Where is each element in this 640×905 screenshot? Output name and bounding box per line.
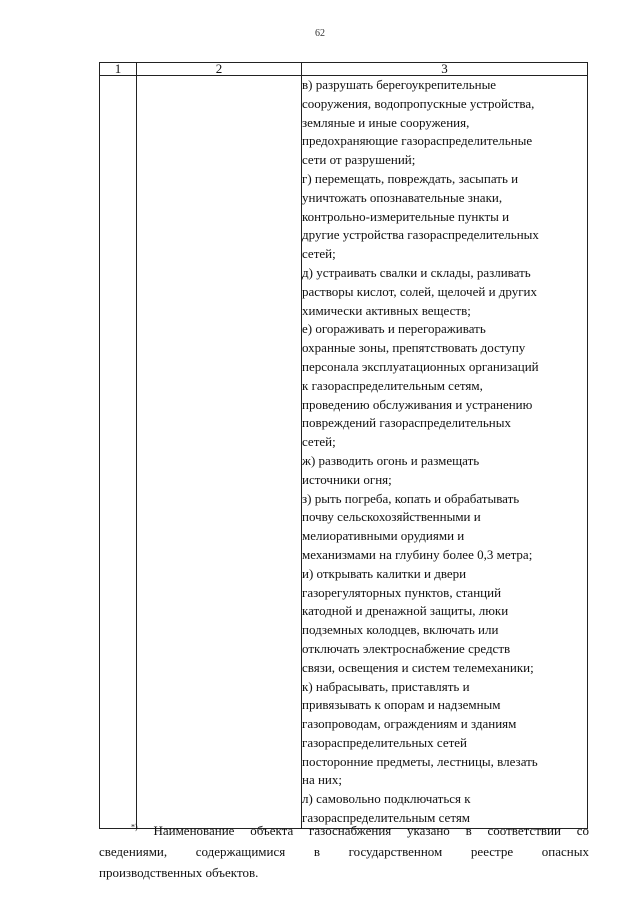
column-header-2: 2 [137,63,302,76]
text-line: сооружения, водопропускные устройства, [302,95,535,111]
text-line: газорегуляторных пунктов, станций [302,584,502,600]
text-line: персонала эксплуатационных организаций [302,358,539,374]
text-line: сетей; [302,434,336,450]
column-header-1: 1 [100,63,137,76]
footnote-line-1: Наименование объекта газоснабжения указано в соответствии со [153,823,590,838]
text-line: источники огня; [302,471,392,487]
text-line: сети от разрушений; [302,152,416,168]
page-number: 62 [315,28,325,39]
text-line: охранные зоны, препятствовать доступу [302,340,526,356]
text-line: газораспределительным сетям [302,810,471,826]
text-line: на них; [302,772,343,788]
text-line: д) устраивать свалки и склады, разливать [302,264,531,280]
text-line: газопроводам, ограждениям и зданиям [302,716,517,732]
text-line: подземных колодцев, включать или [302,622,499,638]
text-line: е) огораживать и перегораживать [302,321,486,337]
footnote-line-3: производственных объектов. [99,865,259,880]
text-line: механизмами на глубину более 0,3 метра; [302,546,533,562]
text-line: к газораспределительным сетям, [302,377,483,393]
text-line: повреждений газораспределительных [302,415,511,431]
text-line: л) самовольно подключаться к [302,791,471,807]
table-row [100,76,588,829]
text-line: уничтожать опознавательные знаки, [302,189,503,205]
text-line: отключать электроснабжение средств [302,640,511,656]
text-line: и) открывать калитки и двери [302,565,467,581]
text-line: привязывать к опорам и надземным [302,697,501,713]
text-line: проведению обслуживания и устранению [302,396,533,412]
text-line: в) разрушать берегоукрепительные [302,77,497,92]
text-line: сетей; [302,246,336,262]
text-line: химически активных веществ; [302,302,471,318]
text-line: газораспределительных сетей [302,734,468,750]
text-line: почву сельскохозяйственными и [302,509,481,525]
text-line: другие устройства газораспределительных [302,227,539,243]
text-line: г) перемещать, повреждать, засыпать и [302,170,519,186]
text-line: контрольно-измерительные пункты и [302,208,510,224]
footnote-line-2: сведениями, содержащимися в государственном реестре опасных [99,844,589,859]
text-line: ж) разводить огонь и размещать [302,452,480,468]
document-table [99,62,588,829]
cell-column-2 [137,76,302,829]
text-line: к) набрасывать, приставлять и [302,678,470,694]
text-line: мелиоративными орудиями и [302,528,465,544]
column-header-3: 3 [302,63,588,76]
table-header-row [100,63,588,76]
footnote [99,820,589,883]
cell-column-3 [302,76,588,829]
text-line: земляные и иные сооружения, [302,114,470,130]
text-line: растворы кислот, солей, щелочей и других [302,283,538,299]
text-line: связи, освещения и систем телемеханики; [302,659,534,675]
footnote-marker: *) [131,822,138,832]
text-line: з) рыть погреба, копать и обрабатывать [302,490,520,506]
text-line: посторонние предметы, лестницы, влезать [302,753,538,769]
text-line: предохраняющие газораспределительные [302,133,533,149]
cell-column-1 [100,76,137,829]
text-line: катодной и дренажной защиты, люки [302,603,509,619]
prohibitions-text [302,76,587,828]
